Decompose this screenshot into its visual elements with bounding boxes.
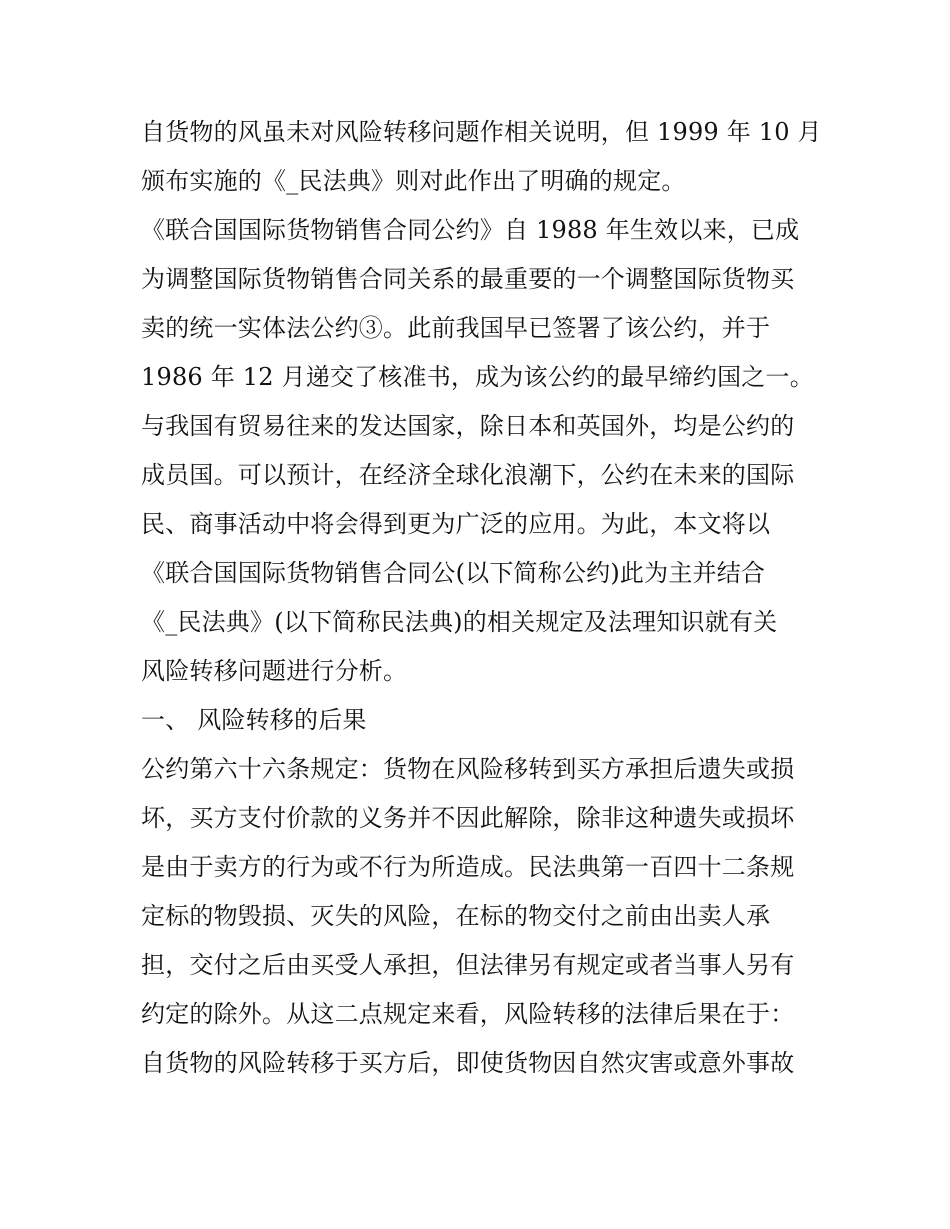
text-line: 担，交付之后由买受人承担，但法律另有规定或者当事人另有 — [141, 951, 795, 979]
text-line: 《联合国国际货物销售合同公(以下简称公约)此为主并结合 — [141, 559, 766, 587]
text-line: 卖的统一实体法公约③。此前我国早已签署了该公约，并于 — [141, 314, 771, 342]
text-line: 定标的物毁损、灭失的风险，在标的物交付之前由出卖人承 — [141, 902, 771, 930]
text-line: 与我国有贸易往来的发达国家，除日本和英国外，均是公约的 — [141, 412, 795, 440]
text-line: 坏，买方支付价款的义务并不因此解除，除非这种遗失或损坏 — [141, 804, 795, 832]
text-line: 《联合国国际货物销售合同公约》自 1988 年生效以来，已成 — [141, 216, 800, 244]
text-line: 约定的除外。从这二点规定来看，风险转移的法律后果在于： — [141, 1000, 795, 1028]
text-line: 民、商事活动中将会得到更为广泛的应用。为此，本文将以 — [141, 510, 771, 538]
text-line: 成员国。可以预计，在经济全球化浪潮下，公约在未来的国际 — [141, 461, 795, 489]
text-line: 自货物的风虽未对风险转移问题作相关说明，但 1999 年 10 月 — [141, 118, 822, 146]
document-body — [141, 108, 841, 1088]
text-line: 颁布实施的《_民法典》则对此作出了明确的规定。 — [141, 167, 686, 195]
section-heading: 一、 风险转移的后果 — [141, 706, 367, 734]
text-line: 风险转移问题进行分析。 — [141, 657, 408, 685]
text-line: 是由于卖方的行为或不行为所造成。民法典第一百四十二条规 — [141, 853, 795, 881]
text-line: 自货物的风险转移于买方后，即使货物因自然灾害或意外事故 — [141, 1049, 795, 1077]
text-line: 公约第六十六条规定：货物在风险移转到买方承担后遗失或损 — [141, 755, 795, 783]
text-line: 为调整国际货物销售合同关系的最重要的一个调整国际货物买 — [141, 265, 795, 293]
text-line: 《_民法典》(以下简称民法典)的相关规定及法理知识就有关 — [141, 608, 778, 636]
text-line: 1986 年 12 月递交了核准书，成为该公约的最早缔约国之一。 — [141, 363, 814, 391]
